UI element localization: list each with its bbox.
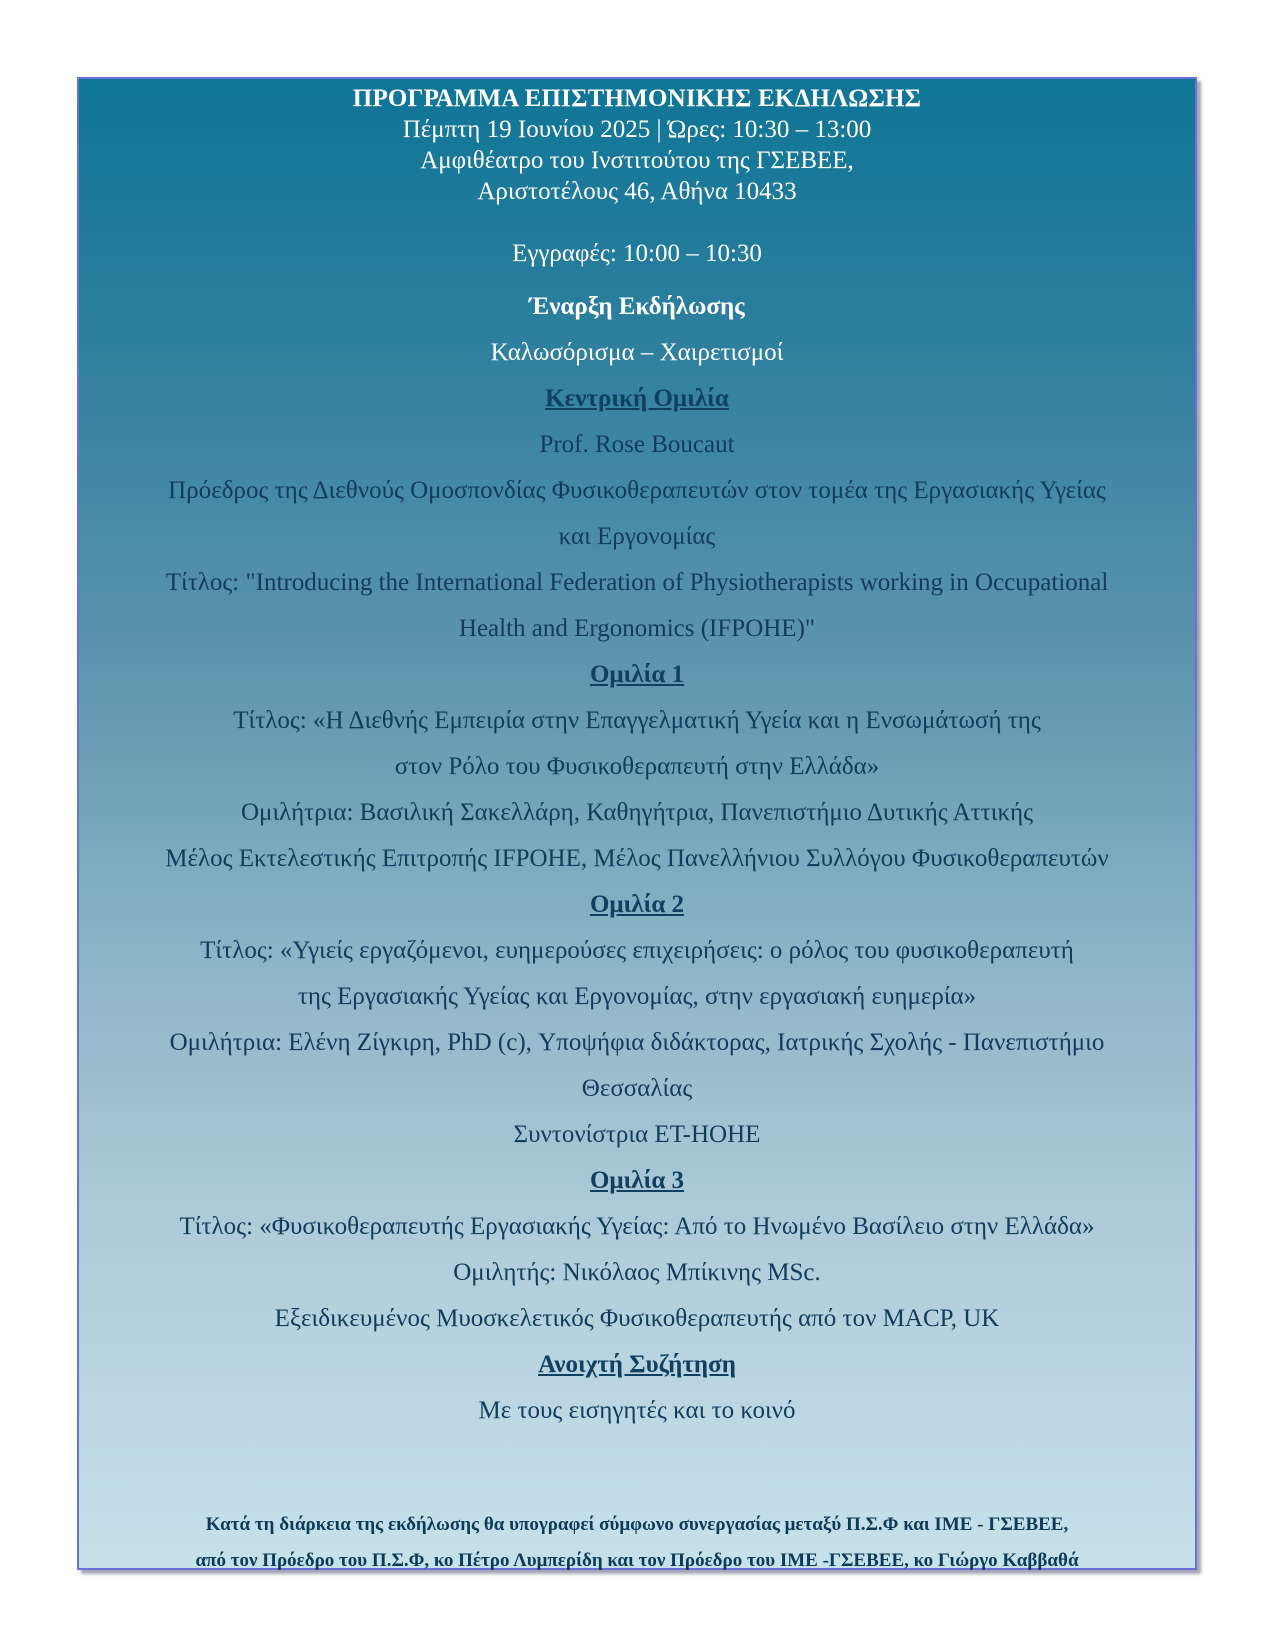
opening-heading: Έναρξη Εκδήλωσης	[529, 293, 745, 320]
venue-line-2: Αριστοτέλους 46, Αθήνα 10433	[477, 178, 797, 205]
keynote-title-line-2: Health and Ergonomics (IFPOHE)"	[458, 615, 816, 642]
registration-time: Εγγραφές: 10:00 – 10:30	[512, 240, 762, 267]
talk-1-role: Μέλος Εκτελεστικής Επιτροπής IFPOHE, Μέλος Πανελλήνιου Συλλόγου Φυσικοθεραπευτών	[165, 845, 1109, 872]
program-title: ΠΡΟΓΡΑΜΜΑ ΕΠΙΣΤΗΜΟΝΙΚΗΣ ΕΚΔΗΛΩΣΗΣ	[352, 85, 922, 112]
opening-text: Καλωσόρισμα – Χαιρετισμοί	[490, 339, 784, 366]
keynote-role-line-1: Πρόεδρος της Διεθνούς Ομοσπονδίας Φυσικοθεραπευτών στον τομέα της Εργασιακής Υγείας	[168, 477, 1106, 504]
talk-1-title-line-2: στον Ρόλο του Φυσικοθεραπευτή στην Ελλάδα»	[394, 753, 880, 780]
talk-3-heading: Ομιλία 3	[589, 1167, 685, 1194]
talk-1-title-line-1: Τίτλος: «Η Διεθνής Εμπειρία στην Επαγγελματική Υγεία και η Ενσωμάτωσή της	[233, 707, 1041, 734]
agreement-note-line-1: Κατά τη διάρκεια της εκδήλωσης θα υπογραφεί σύμφωνο συνεργασίας μεταξύ Π.Σ.Φ και ΙΜΕ - ΓΣΕΒΕΕ,	[205, 1514, 1069, 1535]
talk-3-title: Τίτλος: «Φυσικοθεραπευτής Εργασιακής Υγείας: Από το Ηνωμένο Βασίλειο στην Ελλάδα»	[179, 1213, 1095, 1240]
talk-2-title-line-1: Τίτλος: «Υγιείς εργαζόμενοι, ευημερούσες επιχειρήσεις: ο ρόλος του φυσικοθεραπευτή	[200, 937, 1074, 964]
keynote-title-line-1: Τίτλος: "Introducing the International Federation of Physiotherapists working in Occupational	[165, 569, 1109, 596]
discussion-text: Με τους εισηγητές και το κοινό	[478, 1397, 796, 1424]
talk-2-role: Συντονίστρια ET-HOHE	[513, 1121, 761, 1148]
talk-1-heading: Ομιλία 1	[589, 661, 685, 688]
keynote-speaker: Prof. Rose Boucaut	[539, 431, 735, 458]
talk-2-title-line-2: της Εργασιακής Υγείας και Εργονομίας, στην εργασιακή ευημερία»	[297, 983, 977, 1010]
agreement-note	[85, 1507, 1189, 1579]
talk-3-speaker: Ομιλητής: Νικόλαος Μπίκινης MSc.	[453, 1259, 821, 1286]
agreement-note-line-2: από τον Πρόεδρο του Π.Σ.Φ, κο Πέτρο Λυμπερίδη και τον Πρόεδρο του ΙΜΕ -ΓΣΕΒΕΕ, κο Γιώργο Καββαθά	[195, 1550, 1079, 1571]
talk-2-speaker-line-1: Ομιλήτρια: Ελένη Ζίγκιρη, PhD (c), Υποψήφια διδάκτορας, Ιατρικής Σχολής - Πανεπιστήμιο	[169, 1029, 1105, 1056]
talk-3-role: Εξειδικευμένος Μυοσκελετικός Φυσικοθεραπευτής από τον MACP, UK	[274, 1305, 1000, 1332]
event-date-time: Πέμπτη 19 Ιουνίου 2025 | Ώρες: 10:30 – 13:00	[402, 116, 872, 143]
talk-2-heading: Ομιλία 2	[589, 891, 685, 918]
program-content	[85, 84, 1189, 1434]
venue-line-1: Αμφιθέατρο του Ινστιτούτου της ΓΣΕΒΕΕ,	[420, 147, 854, 174]
discussion-heading: Ανοιχτή Συζήτηση	[538, 1351, 736, 1378]
talk-1-speaker: Ομιλήτρια: Βασιλική Σακελλάρη, Καθηγήτρια, Πανεπιστήμιο Δυτικής Αττικής	[240, 799, 1034, 826]
keynote-role-line-2: και Εργονομίας	[558, 523, 716, 550]
talk-2-speaker-line-2: Θεσσαλίας	[581, 1075, 693, 1102]
program-frame	[77, 77, 1197, 1570]
keynote-heading: Κεντρική Ομιλία	[545, 385, 729, 412]
